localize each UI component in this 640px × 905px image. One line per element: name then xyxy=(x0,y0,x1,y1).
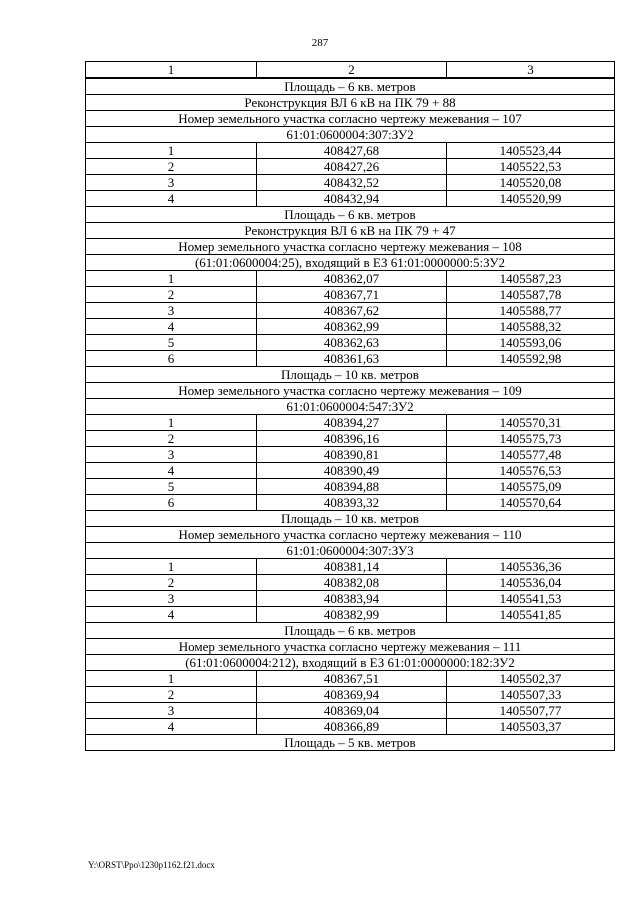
x-coordinate-cell: 408383,94 xyxy=(257,591,447,607)
table-section-row xyxy=(86,383,615,399)
table-section-row xyxy=(86,207,615,223)
x-coordinate-cell: 408394,27 xyxy=(257,415,447,431)
point-number-cell: 3 xyxy=(86,447,257,463)
y-coordinate-cell: 1405522,53 xyxy=(447,159,615,175)
x-coordinate-cell: 408382,99 xyxy=(257,607,447,623)
y-coordinate-cell: 1405502,37 xyxy=(447,671,615,687)
x-coordinate-cell: 408362,63 xyxy=(257,335,447,351)
y-coordinate-cell: 1405541,85 xyxy=(447,607,615,623)
point-number-cell: 4 xyxy=(86,191,257,207)
section-text-cell: (61:01:0600004:25), входящий в ЕЗ 61:01:0000000:5:ЗУ2 xyxy=(86,255,615,271)
point-number-cell: 1 xyxy=(86,671,257,687)
point-number-cell: 1 xyxy=(86,143,257,159)
coordinates-table xyxy=(85,61,615,751)
table-row xyxy=(86,271,615,287)
y-coordinate-cell: 1405577,48 xyxy=(447,447,615,463)
header-cell-3: 3 xyxy=(447,62,615,79)
y-coordinate-cell: 1405587,23 xyxy=(447,271,615,287)
point-number-cell: 2 xyxy=(86,287,257,303)
header-cell-1: 1 xyxy=(86,62,257,79)
table-section-row xyxy=(86,111,615,127)
table-row xyxy=(86,671,615,687)
table-section-row xyxy=(86,223,615,239)
point-number-cell: 2 xyxy=(86,687,257,703)
page-number: 287 xyxy=(311,37,329,49)
point-number-cell: 6 xyxy=(86,495,257,511)
y-coordinate-cell: 1405523,44 xyxy=(447,143,615,159)
table-section-row xyxy=(86,399,615,415)
table-section-row xyxy=(86,543,615,559)
point-number-cell: 2 xyxy=(86,159,257,175)
x-coordinate-cell: 408369,94 xyxy=(257,687,447,703)
table-section-row xyxy=(86,639,615,655)
point-number-cell: 1 xyxy=(86,415,257,431)
x-coordinate-cell: 408390,49 xyxy=(257,463,447,479)
point-number-cell: 3 xyxy=(86,175,257,191)
table-row xyxy=(86,191,615,207)
section-text-cell: Номер земельного участка согласно чертежу межевания – 107 xyxy=(86,111,615,127)
x-coordinate-cell: 408394,88 xyxy=(257,479,447,495)
x-coordinate-cell: 408427,68 xyxy=(257,143,447,159)
section-text-cell: Номер земельного участка согласно чертежу межевания – 109 xyxy=(86,383,615,399)
table-row xyxy=(86,447,615,463)
point-number-cell: 2 xyxy=(86,575,257,591)
y-coordinate-cell: 1405520,08 xyxy=(447,175,615,191)
table-row xyxy=(86,495,615,511)
y-coordinate-cell: 1405507,77 xyxy=(447,703,615,719)
point-number-cell: 4 xyxy=(86,719,257,735)
section-text-cell: Площадь – 6 кв. метров xyxy=(86,78,615,95)
point-number-cell: 3 xyxy=(86,703,257,719)
table-section-row xyxy=(86,127,615,143)
table-section-row xyxy=(86,623,615,639)
section-text-cell: Площадь – 6 кв. метров xyxy=(86,207,615,223)
section-text-cell: 61:01:0600004:307:ЗУ3 xyxy=(86,543,615,559)
table-row xyxy=(86,175,615,191)
footer-file-path: Y:\ORST\Ppo\1230p1162.f21.docx xyxy=(88,860,215,870)
table-row xyxy=(86,687,615,703)
x-coordinate-cell: 408381,14 xyxy=(257,559,447,575)
x-coordinate-cell: 408366,89 xyxy=(257,719,447,735)
header-cell-2: 2 xyxy=(257,62,447,79)
y-coordinate-cell: 1405536,36 xyxy=(447,559,615,575)
point-number-cell: 4 xyxy=(86,463,257,479)
table-row xyxy=(86,303,615,319)
section-text-cell: Номер земельного участка согласно чертежу межевания – 108 xyxy=(86,239,615,255)
point-number-cell: 4 xyxy=(86,319,257,335)
x-coordinate-cell: 408367,71 xyxy=(257,287,447,303)
point-number-cell: 2 xyxy=(86,431,257,447)
table-section-row xyxy=(86,735,615,751)
point-number-cell: 5 xyxy=(86,335,257,351)
y-coordinate-cell: 1405520,99 xyxy=(447,191,615,207)
table-row xyxy=(86,719,615,735)
table-section-row xyxy=(86,655,615,671)
y-coordinate-cell: 1405588,32 xyxy=(447,319,615,335)
table-row xyxy=(86,575,615,591)
section-text-cell: Площадь – 6 кв. метров xyxy=(86,623,615,639)
x-coordinate-cell: 408432,52 xyxy=(257,175,447,191)
x-coordinate-cell: 408396,16 xyxy=(257,431,447,447)
point-number-cell: 1 xyxy=(86,271,257,287)
section-text-cell: 61:01:0600004:307:ЗУ2 xyxy=(86,127,615,143)
y-coordinate-cell: 1405592,98 xyxy=(447,351,615,367)
table-row xyxy=(86,351,615,367)
point-number-cell: 3 xyxy=(86,303,257,319)
point-number-cell: 3 xyxy=(86,591,257,607)
table-row xyxy=(86,559,615,575)
table-section-row xyxy=(86,78,615,95)
y-coordinate-cell: 1405570,31 xyxy=(447,415,615,431)
x-coordinate-cell: 408362,99 xyxy=(257,319,447,335)
section-text-cell: Номер земельного участка согласно чертежу межевания – 110 xyxy=(86,527,615,543)
section-text-cell: Площадь – 10 кв. метров xyxy=(86,367,615,383)
table-row xyxy=(86,415,615,431)
table-row xyxy=(86,463,615,479)
point-number-cell: 6 xyxy=(86,351,257,367)
table-header-row xyxy=(86,62,615,79)
table-row xyxy=(86,703,615,719)
table-row xyxy=(86,479,615,495)
table-row xyxy=(86,159,615,175)
y-coordinate-cell: 1405503,37 xyxy=(447,719,615,735)
x-coordinate-cell: 408382,08 xyxy=(257,575,447,591)
section-text-cell: 61:01:0600004:547:ЗУ2 xyxy=(86,399,615,415)
y-coordinate-cell: 1405575,09 xyxy=(447,479,615,495)
point-number-cell: 1 xyxy=(86,559,257,575)
table-row xyxy=(86,319,615,335)
x-coordinate-cell: 408369,04 xyxy=(257,703,447,719)
y-coordinate-cell: 1405507,33 xyxy=(447,687,615,703)
y-coordinate-cell: 1405541,53 xyxy=(447,591,615,607)
y-coordinate-cell: 1405536,04 xyxy=(447,575,615,591)
y-coordinate-cell: 1405587,78 xyxy=(447,287,615,303)
table-section-row xyxy=(86,527,615,543)
table-section-row xyxy=(86,255,615,271)
y-coordinate-cell: 1405575,73 xyxy=(447,431,615,447)
table-row xyxy=(86,591,615,607)
y-coordinate-cell: 1405588,77 xyxy=(447,303,615,319)
table-row xyxy=(86,607,615,623)
x-coordinate-cell: 408367,62 xyxy=(257,303,447,319)
table-section-row xyxy=(86,95,615,111)
point-number-cell: 5 xyxy=(86,479,257,495)
x-coordinate-cell: 408393,32 xyxy=(257,495,447,511)
table-row xyxy=(86,431,615,447)
section-text-cell: Площадь – 10 кв. метров xyxy=(86,511,615,527)
y-coordinate-cell: 1405576,53 xyxy=(447,463,615,479)
x-coordinate-cell: 408390,81 xyxy=(257,447,447,463)
table-row xyxy=(86,143,615,159)
table-body xyxy=(86,62,615,751)
x-coordinate-cell: 408361,63 xyxy=(257,351,447,367)
section-text-cell: (61:01:0600004:212), входящий в ЕЗ 61:01:0000000:182:ЗУ2 xyxy=(86,655,615,671)
section-text-cell: Площадь – 5 кв. метров xyxy=(86,735,615,751)
y-coordinate-cell: 1405570,64 xyxy=(447,495,615,511)
table-row xyxy=(86,287,615,303)
x-coordinate-cell: 408367,51 xyxy=(257,671,447,687)
table-section-row xyxy=(86,511,615,527)
table-section-row xyxy=(86,367,615,383)
x-coordinate-cell: 408362,07 xyxy=(257,271,447,287)
section-text-cell: Номер земельного участка согласно чертежу межевания – 111 xyxy=(86,639,615,655)
section-text-cell: Реконструкция ВЛ 6 кВ на ПК 79 + 88 xyxy=(86,95,615,111)
table-section-row xyxy=(86,239,615,255)
x-coordinate-cell: 408427,26 xyxy=(257,159,447,175)
section-text-cell: Реконструкция ВЛ 6 кВ на ПК 79 + 47 xyxy=(86,223,615,239)
y-coordinate-cell: 1405593,06 xyxy=(447,335,615,351)
point-number-cell: 4 xyxy=(86,607,257,623)
table-row xyxy=(86,335,615,351)
x-coordinate-cell: 408432,94 xyxy=(257,191,447,207)
